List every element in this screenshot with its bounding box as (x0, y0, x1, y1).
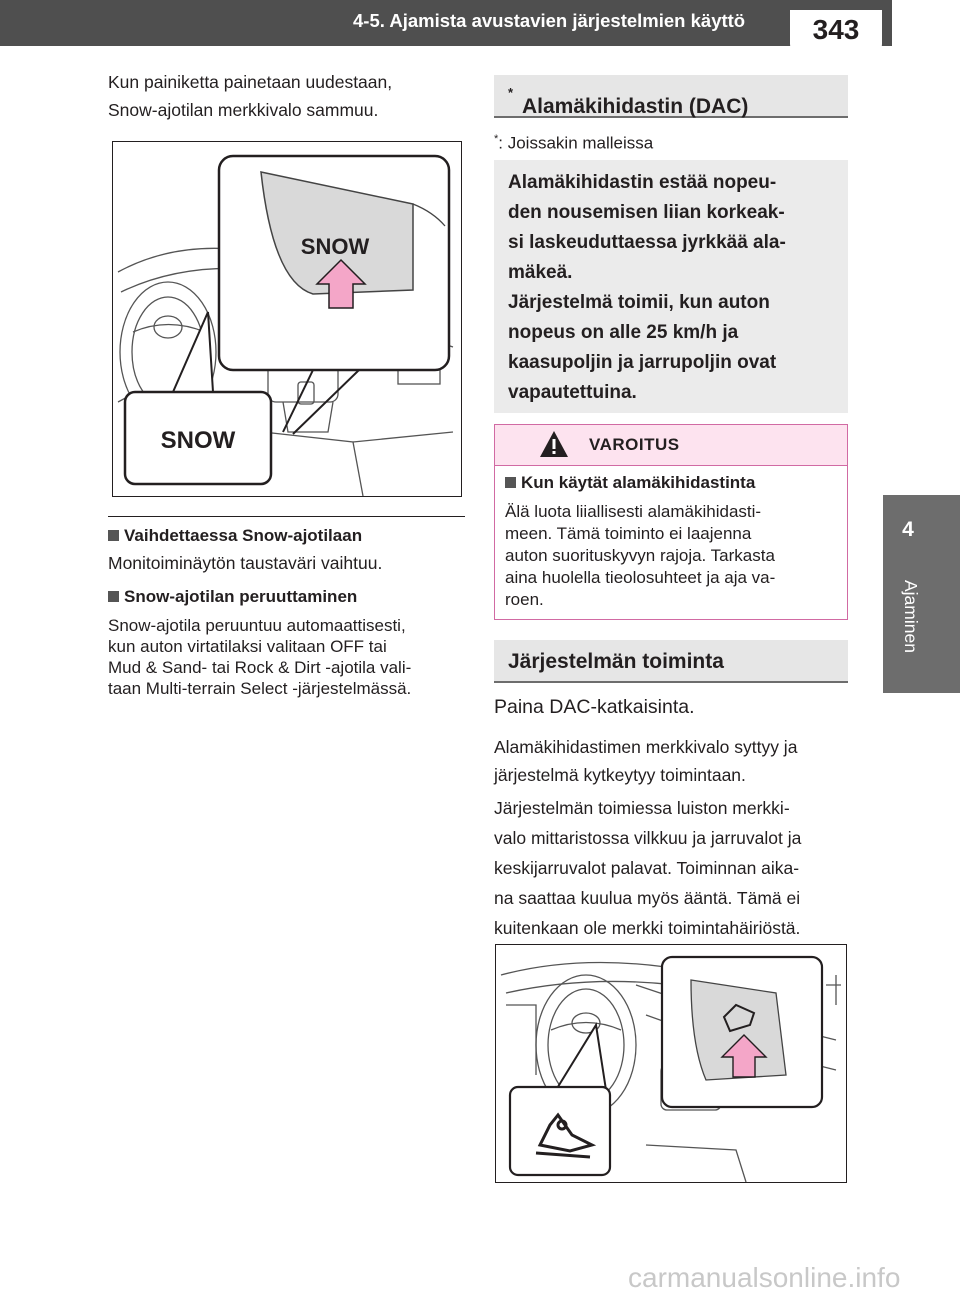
snow-label-top: SNOW (300, 234, 370, 259)
intro-line: Kun painiketta painetaan uudestaan, (108, 72, 393, 92)
watermark: carmanualsonline.info (628, 1262, 901, 1293)
bullet-text-line: Snow-ajotila peruuntuu automaattisesti, (108, 616, 406, 635)
bullet-text-line: Mud & Sand- tai Rock & Dirt -ajotila vali- (108, 658, 412, 677)
warning-line: roen. (505, 590, 544, 609)
paragraph (494, 793, 856, 943)
bullet-heading-text: Snow-ajotilan peruuttaminen (124, 587, 358, 606)
warning-subtitle-text: Kun käytät alamäkihidastinta (521, 473, 756, 492)
warning-triangle-icon (538, 429, 570, 459)
warning-line: aina huolella tieolosuhteet ja aja va- (505, 568, 776, 587)
page-number: 343 (790, 10, 882, 56)
bullet-text-line: kun auton virtatilaksi valitaan OFF tai (108, 637, 387, 656)
info-line: si laskeuduttaessa jyrkkää ala- (508, 232, 786, 253)
bullet-heading-text: Vaihdettaessa Snow-ajotilaan (124, 526, 363, 545)
chapter-number: 4 (902, 518, 914, 541)
square-bullet-icon (108, 530, 119, 541)
paragraph-line: kuitenkaan ole merkki toimintahäiriöstä. (494, 918, 801, 938)
paragraph-line: na saattaa kuulua myös ääntä. Tämä ei (494, 888, 801, 908)
bullet-heading (108, 526, 362, 546)
operation-heading-text: Järjestelmän toiminta (508, 650, 724, 673)
bullet-text-line: taan Multi-terrain Select -järjestelmässä. (108, 679, 412, 698)
snow-switch-figure (112, 141, 462, 497)
press-instruction: Paina DAC-katkaisinta. (494, 696, 695, 718)
warning-header (495, 425, 847, 466)
paragraph-line: valo mittaristossa vilkkuu ja jarruvalot ja (494, 828, 802, 848)
operation-heading (494, 640, 848, 683)
paragraph-line: järjestelmä kytkeytyy toimintaan. (494, 765, 746, 785)
paragraph-line: Alamäkihidastimen merkkivalo syttyy ja (494, 737, 798, 757)
warning-text (505, 501, 841, 611)
info-box (494, 160, 848, 413)
section-title: 4-5. Ajamista avustavien järjestelmien käyttö (353, 10, 746, 31)
divider (108, 516, 465, 517)
intro-line: Snow-ajotilan merkkivalo sammuu. (108, 100, 379, 120)
dac-heading (494, 75, 848, 118)
dac-dashboard-illustration (496, 945, 846, 1182)
paragraph (494, 733, 854, 789)
info-line: kaasupoljin ja jarrupoljin ovat (508, 352, 777, 373)
warning-line: meen. Tämä toiminto ei laajenna (505, 524, 752, 543)
warning-title: VAROITUS (589, 435, 680, 454)
warning-line: auton suorituskyvyn rajoja. Tarkasta (505, 546, 775, 565)
warning-box (494, 424, 848, 620)
bullet-text: Monitoiminäytön taustaväri vaihtuu. (108, 553, 383, 573)
dac-switch-figure (495, 944, 847, 1183)
dac-heading-text: Alamäkihidastin (DAC) (522, 95, 749, 118)
snow-label-bottom: SNOW (160, 427, 236, 454)
warning-subtitle (505, 473, 755, 493)
chapter-label (893, 580, 923, 680)
square-bullet-icon (505, 477, 516, 488)
bullet-text (108, 615, 470, 699)
paragraph-line: keskijarruvalot palavat. Toiminnan aika- (494, 858, 800, 878)
info-line: den nousemisen liian korkeak- (508, 202, 785, 223)
heading-asterisk: * (508, 85, 514, 100)
info-line: vapautettuina. (508, 382, 637, 403)
dashboard-illustration (113, 142, 461, 496)
chapter-label-text: Ajaminen (901, 580, 921, 653)
bullet-heading (108, 587, 357, 607)
paragraph-line: Järjestelmän toimiessa luiston merkki- (494, 798, 790, 818)
footnote-text: : Joissakin malleissa (498, 133, 654, 153)
info-line: nopeus on alle 25 km/h ja (508, 322, 739, 343)
footnote-mark: * (494, 133, 499, 145)
info-line: Alamäkihidastin estää nopeu- (508, 172, 777, 193)
page-header (0, 0, 960, 62)
warning-line: Älä luota liiallisesti alamäkihidasti- (505, 502, 762, 521)
info-line: Järjestelmä toimii, kun auton (508, 292, 770, 313)
info-line: mäkeä. (508, 262, 573, 283)
footnote (494, 133, 653, 154)
intro-text (108, 68, 468, 124)
square-bullet-icon (108, 591, 119, 602)
